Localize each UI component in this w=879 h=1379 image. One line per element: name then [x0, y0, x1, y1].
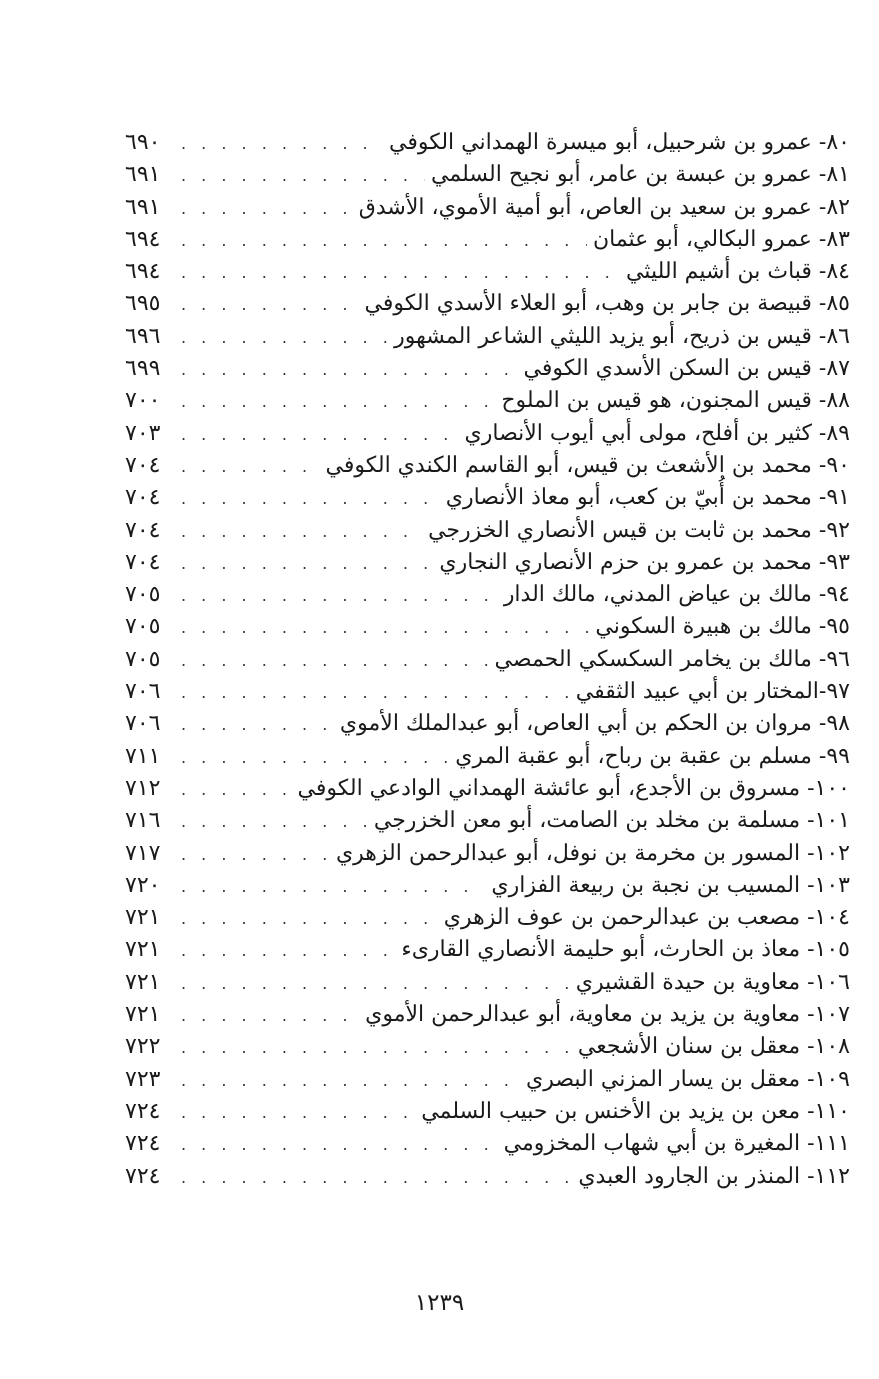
toc-entry [125, 676, 850, 708]
toc-entry-title: ٨٤- قباث بن أشيم الليثي [625, 259, 850, 285]
toc-entry [125, 192, 850, 224]
toc-entry-title: ٩٣- محمد بن عمرو بن حزم الأنصاري النجاري [439, 549, 850, 575]
toc-entry-title: ٨٣- عمرو البكالي، أبو عثمان [592, 226, 850, 252]
toc-entry-title: ٩٢- محمد بن ثابت بن قيس الأنصاري الخزرجي [428, 517, 850, 543]
dot-leader [181, 774, 292, 806]
dot-leader [181, 322, 388, 354]
toc-entry [125, 159, 850, 191]
dot-leader [181, 709, 334, 741]
dot-leader [181, 419, 459, 451]
dot-leader [181, 386, 495, 418]
dot-leader [181, 839, 330, 871]
toc-entry-title: ٨٨- قيس المجنون، هو قيس بن الملوح [501, 388, 850, 414]
toc-entry-page: ٦٩٤ [125, 226, 161, 252]
dot-leader [181, 516, 422, 548]
toc-entry [125, 708, 850, 740]
toc-entry-page: ٧٠٥ [125, 582, 161, 608]
toc-entry-title: ١٠٥- معاذ بن الحارث، أبو حليمة الأنصاري القارىء [401, 937, 850, 963]
toc-entry-page: ٧٢٤ [125, 1163, 161, 1189]
toc-entry-title: ١٠٨- معقل بن سنان الأشجعي [577, 1034, 850, 1060]
dot-leader [181, 580, 498, 612]
toc-entry [125, 741, 850, 773]
toc-entry [125, 579, 850, 611]
toc-entry-title: ١٠٦- معاوية بن حيدة القشيري [575, 969, 850, 995]
toc-entry-page: ٧١٦ [125, 808, 161, 834]
toc-entry-title: ٨٥- قبيصة بن جابر بن وهب، أبو العلاء الأسدي الكوفي [364, 291, 850, 317]
dot-leader [181, 1032, 572, 1064]
toc-entry [125, 967, 850, 999]
page-number: ١٢٣٩ [414, 1290, 465, 1316]
dot-leader [181, 257, 620, 289]
toc-entry-page: ٦٩٩ [125, 356, 161, 382]
dot-leader [181, 289, 359, 321]
dot-leader [181, 160, 425, 192]
dot-leader [181, 1129, 498, 1161]
toc-entry [125, 353, 850, 385]
dot-leader [181, 1097, 415, 1129]
toc-entry [125, 934, 850, 966]
toc-entry [125, 870, 850, 902]
toc-entry-title: ٨٧- قيس بن السكن الأسدي الكوفي [523, 356, 850, 382]
toc-entry-title: ١٠١- مسلمة بن مخلد بن الصامت، أبو معن الخزرجي [373, 808, 850, 834]
dot-leader [181, 742, 449, 774]
toc-entry [125, 288, 850, 320]
toc-entry [125, 515, 850, 547]
toc-entry-page: ٧٢٠ [125, 872, 161, 898]
toc-entry [125, 1096, 850, 1128]
dot-leader [181, 645, 489, 677]
toc-entry-title: ١٠٩- معقل بن يسار المزني البصري [525, 1066, 850, 1092]
toc-entry [125, 482, 850, 514]
toc-entry-page: ٦٩٦ [125, 323, 161, 349]
toc-entry [125, 611, 850, 643]
dot-leader [181, 935, 395, 967]
dot-leader [181, 483, 440, 515]
dot-leader [181, 871, 485, 903]
dot-leader [181, 612, 589, 644]
toc-entry-page: ٧٠٥ [125, 614, 161, 640]
toc-entry [125, 1128, 850, 1160]
toc-entry [125, 224, 850, 256]
toc-entry-page: ٧٠٥ [125, 646, 161, 672]
toc-entry [125, 321, 850, 353]
toc-entry-title: ٩٠- محمد بن الأشعث بن قيس، أبو القاسم الكندي الكوفي [325, 452, 850, 478]
toc-entry [125, 1031, 850, 1063]
toc-entry [125, 418, 850, 450]
toc-entry-page: ٧٢١ [125, 1002, 161, 1028]
toc-entry-title: ١٠٣- المسيب بن نجبة بن ربيعة الفزاري [491, 872, 850, 898]
toc-entry [125, 644, 850, 676]
toc-entry-page: ٦٩١ [125, 162, 161, 188]
toc-entry-page: ٧٠٤ [125, 452, 161, 478]
dot-leader [181, 968, 570, 1000]
dot-leader [181, 225, 587, 257]
toc-entry-page: ٧٠٤ [125, 549, 161, 575]
toc-entry-page: ٦٩٥ [125, 291, 161, 317]
toc-entry-page: ٧١١ [125, 743, 161, 769]
dot-leader [181, 1065, 520, 1097]
dot-leader [181, 806, 368, 838]
toc-entry-page: ٧٢١ [125, 905, 161, 931]
toc-entry-title: ٨٦- قيس بن ذريح، أبو يزيد الليثي الشاعر المشهور [394, 323, 850, 349]
toc-entry-title: ٩٨- مروان بن الحكم بن أبي العاص، أبو عبدالملك الأموي [339, 711, 850, 737]
toc-entry-title: ٩٧-المختار بن أبي عبيد الثقفي [575, 679, 850, 705]
toc-entry-page: ٧١٢ [125, 775, 161, 801]
dot-leader [181, 354, 518, 386]
dot-leader [181, 1000, 359, 1032]
toc-entry-title: ٩٥- مالك بن هبيرة السكوني [595, 614, 850, 640]
toc-entry-title: ٩٩- مسلم بن عقبة بن رباح، أبو عقبة المري [455, 743, 850, 769]
toc-entry-page: ٧٢١ [125, 937, 161, 963]
toc-entry-title: ٩٦- مالك بن يخامر السكسكي الحمصي [494, 646, 850, 672]
toc-entry-title: ١١٢- المنذر بن الجارود العبدي [578, 1163, 850, 1189]
toc-entry [125, 805, 850, 837]
toc-entry [125, 838, 850, 870]
toc-entry-title: ١٠٧- معاوية بن يزيد بن معاوية، أبو عبدالرحمن الأموي [365, 1002, 850, 1028]
toc-entry-title: ٩١- محمد بن أُبيّ بن كعب، أبو معاذ الأنصاري [445, 485, 850, 511]
toc-entry-page: ٧٠٠ [125, 388, 161, 414]
toc-entry [125, 450, 850, 482]
toc-entry-page: ٧٠٤ [125, 485, 161, 511]
toc-entry [125, 256, 850, 288]
table-of-contents [125, 127, 850, 1193]
toc-entry [125, 547, 850, 579]
dot-leader [181, 677, 570, 709]
dot-leader [181, 128, 383, 160]
toc-entry-title: ٨١- عمرو بن عبسة بن عامر، أبو نجيح السلمي [431, 162, 850, 188]
toc-entry-title: ١٠٢- المسور بن مخرمة بن نوفل، أبو عبدالرحمن الزهري [335, 840, 850, 866]
dot-leader [181, 1162, 572, 1194]
toc-entry-page: ٧٢٤ [125, 1131, 161, 1157]
toc-entry-title: ١٠٠- مسروق بن الأجدع، أبو عائشة الهمداني الوادعي الكوفي [297, 775, 850, 801]
toc-entry [125, 1161, 850, 1193]
dot-leader [181, 193, 353, 225]
toc-entry-page: ٧١٧ [125, 840, 161, 866]
toc-entry-page: ٧٢١ [125, 969, 161, 995]
toc-entry-title: ٨٠- عمرو بن شرحبيل، أبو ميسرة الهمداني الكوفي [388, 130, 850, 155]
toc-entry [125, 1064, 850, 1096]
toc-entry-page: ٧٠٤ [125, 517, 161, 543]
toc-entry [125, 127, 850, 159]
toc-entry [125, 773, 850, 805]
toc-entry-title: ١١٠- معن بن يزيد بن الأخنس بن حبيب السلمي [421, 1098, 850, 1124]
toc-entry [125, 385, 850, 417]
dot-leader [181, 903, 438, 935]
toc-entry [125, 902, 850, 934]
toc-entry-page: ٧٠٦ [125, 711, 161, 737]
toc-entry-page: ٧٠٣ [125, 420, 161, 446]
toc-entry-title: ٨٢- عمرو بن سعيد بن العاص، أبو أمية الأموي، الأشدق [358, 194, 850, 220]
dot-leader [181, 548, 433, 580]
toc-entry-page: ٧٢٤ [125, 1098, 161, 1124]
toc-entry-title: ٩٤- مالك بن عياض المدني، مالك الدار [503, 582, 850, 608]
dot-leader [181, 451, 320, 483]
toc-entry-title: ١٠٤- مصعب بن عبدالرحمن بن عوف الزهري [443, 905, 850, 931]
toc-entry-page: ٧٢٣ [125, 1066, 161, 1092]
toc-entry-page: ٧٠٦ [125, 679, 161, 705]
toc-entry [125, 999, 850, 1031]
toc-entry-page: ٦٩٤ [125, 259, 161, 285]
toc-entry-title: ٨٩- كثير بن أفلح، مولى أبي أيوب الأنصاري [464, 420, 850, 446]
toc-entry-page: ٦٩١ [125, 194, 161, 220]
toc-entry-page: ٧٢٢ [125, 1034, 161, 1060]
toc-entry-page: ٦٩٠ [125, 130, 161, 155]
toc-entry-title: ١١١- المغيرة بن أبي شهاب المخزومي [503, 1131, 850, 1157]
